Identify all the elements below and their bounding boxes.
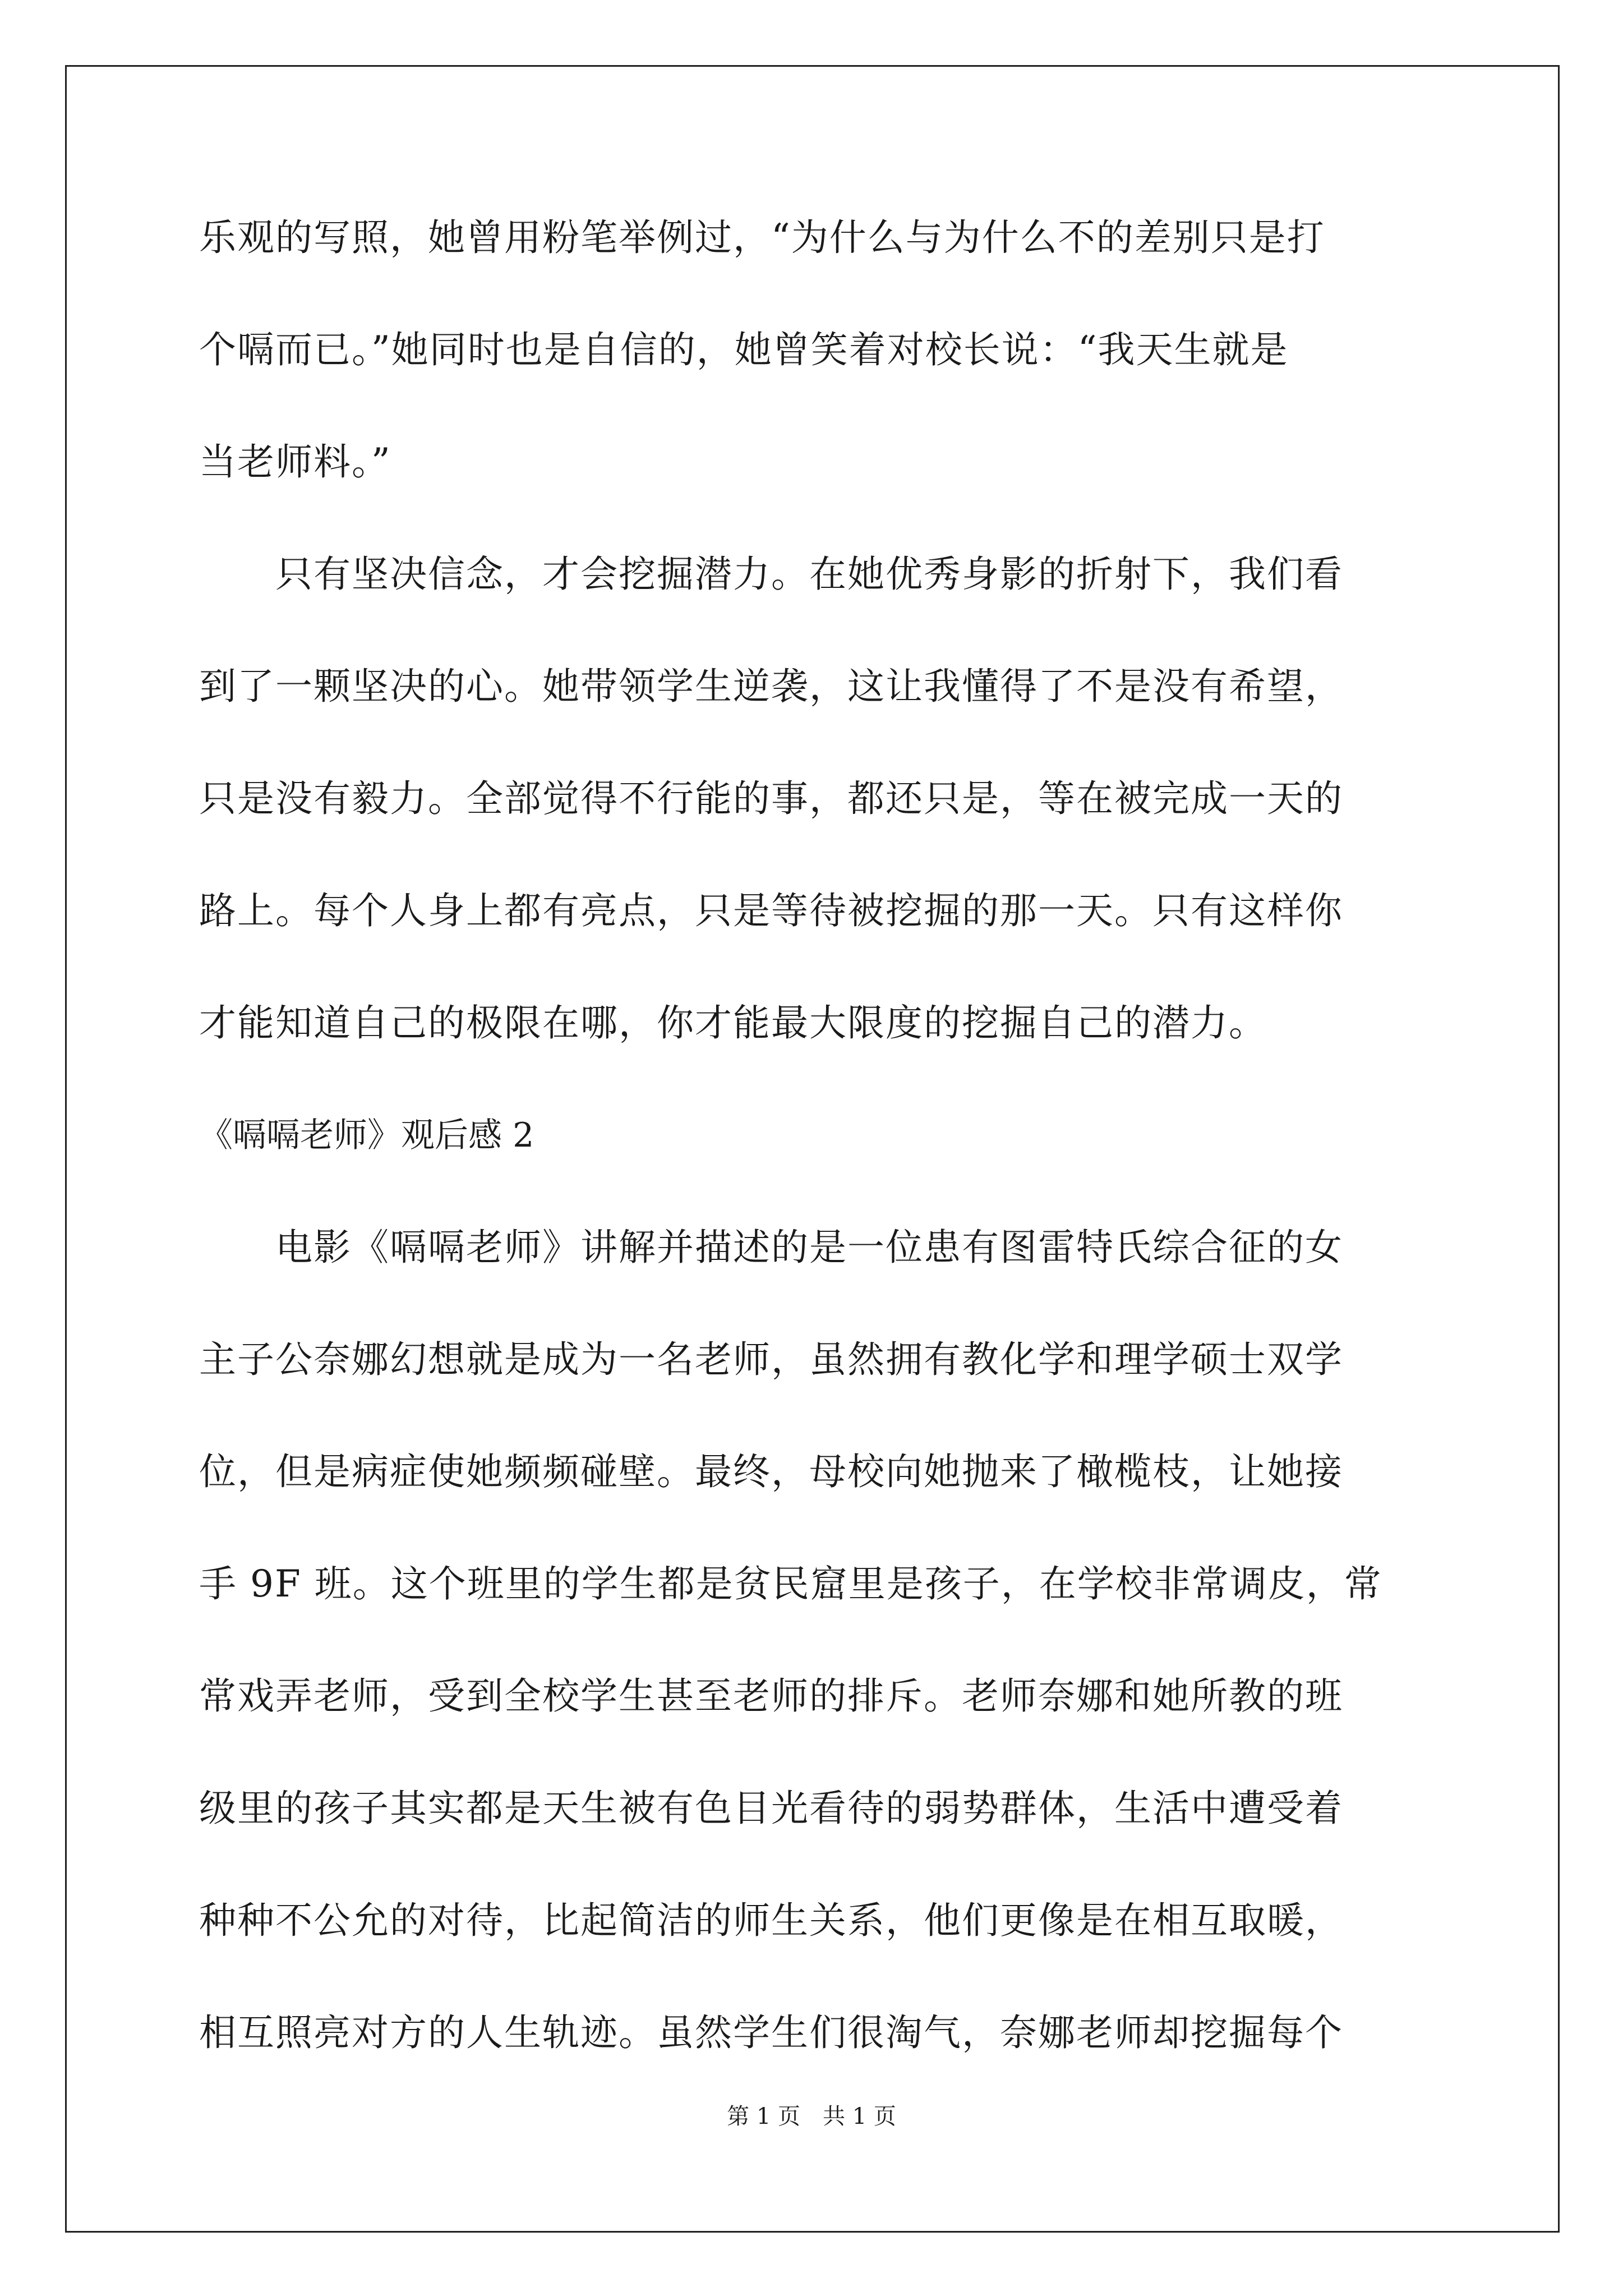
text-line: 手 9F 班。这个班里的学生都是贫民窟里是孩子，在学校非常调皮，常: [199, 1562, 1382, 1605]
text-line: 电影《嗝嗝老师》讲解并描述的是一位患有图雷特氏综合征的女: [199, 1226, 1343, 1269]
text-line: 个嗝而已。”她同时也是自信的，她曾笑着对校长说：“我天生就是: [199, 328, 1289, 371]
text-line: 级里的孩子其实都是天生被有色目光看待的弱势群体，生活中遭受着: [199, 1787, 1343, 1830]
section-heading: 《嗝嗝老师》观后感 2: [199, 1116, 534, 1155]
text-line: 当老师料。”: [199, 440, 391, 484]
text-line: 才能知道自己的极限在哪，你才能最大限度的挖掘自己的潜力。: [199, 1001, 1267, 1045]
text-line: 只是没有毅力。全部觉得不行能的事，都还只是，等在被完成一天的: [199, 777, 1343, 820]
text-line: 主子公奈娜幻想就是成为一名老师，虽然拥有教化学和理学硕士双学: [199, 1338, 1343, 1381]
text-line: 路上。每个人身上都有亮点，只是等待被挖掘的那一天。只有这样你: [199, 889, 1343, 932]
text-line: 到了一颗坚决的心。她带领学生逆袭，这让我懂得了不是没有希望，: [199, 665, 1343, 708]
text-line: 相互照亮对方的人生轨迹。虽然学生们很淘气，奈娜老师却挖掘每个: [199, 2011, 1343, 2054]
text-line: 常戏弄老师，受到全校学生甚至老师的排斥。老师奈娜和她所教的班: [199, 1674, 1343, 1718]
text-line: 种种不公允的对待，比起简洁的师生关系，他们更像是在相互取暖，: [199, 1899, 1343, 1942]
page-number: 第 1 页 共 1 页: [727, 2104, 896, 2129]
text-line: 位，但是病症使她频频碰壁。最终，母校向她抛来了橄榄枝，让她接: [199, 1450, 1343, 1493]
text-line: 乐观的写照，她曾用粉笔举例过，“为什么与为什么不的差别只是打: [199, 216, 1325, 259]
text-line: 只有坚决信念，才会挖掘潜力。在她优秀身影的折射下，我们看: [199, 553, 1343, 596]
